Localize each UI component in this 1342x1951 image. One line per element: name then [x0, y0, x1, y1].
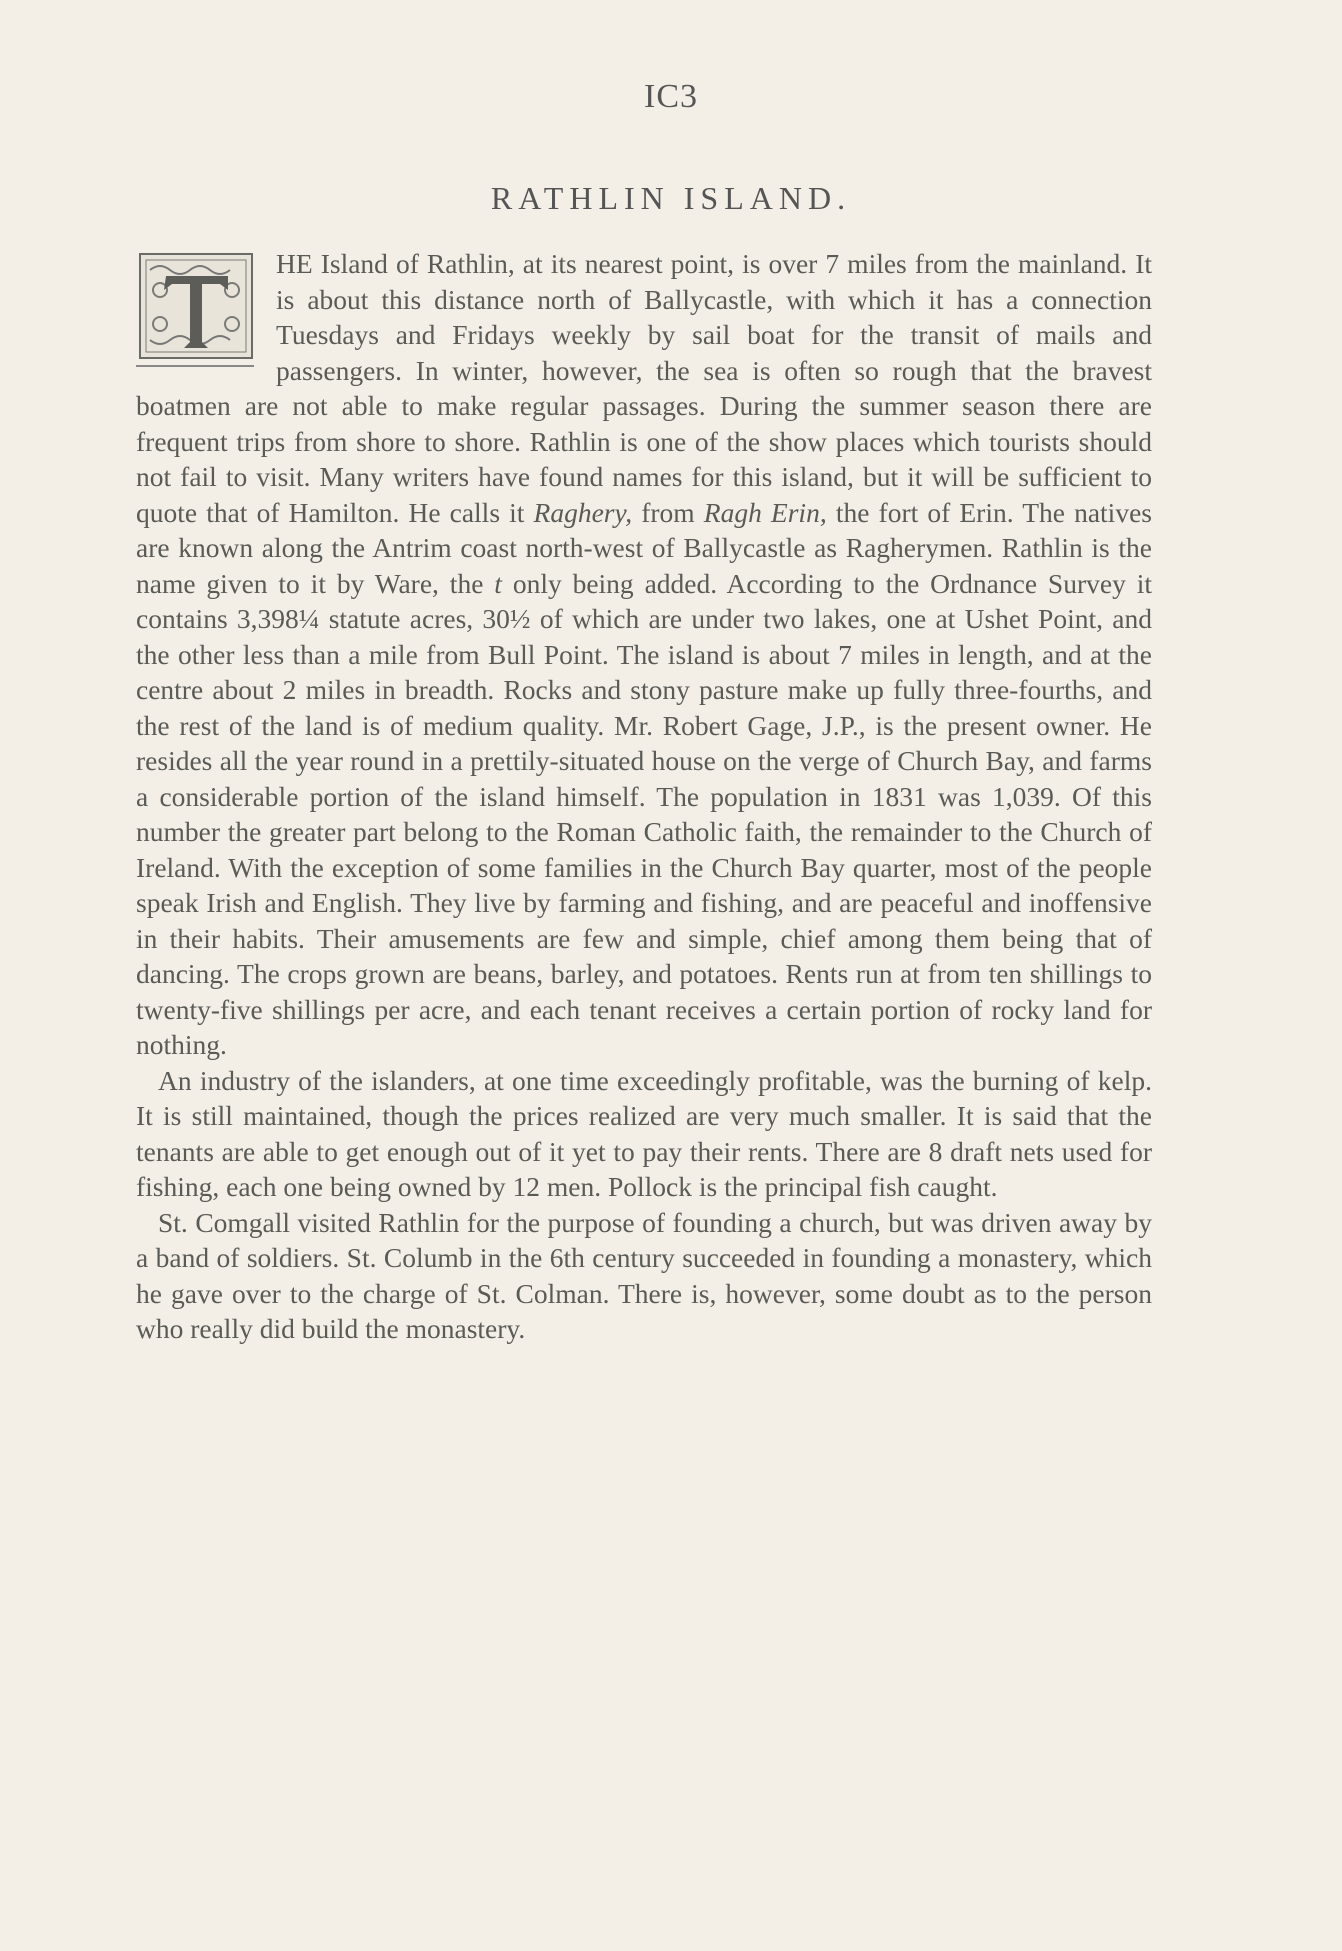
ornamental-initial-icon	[136, 250, 258, 370]
paragraph-2: An industry of the islanders, at one time exceedingly profitable, was the burning of kelp. It is still maintained, though the prices realized are very much smaller. It is said that the tenants are able to get enough out of it yet to pay their rents. There are 8 draft nets used for fishing, each one being owned by 12 men. Pollock is the principal fish caught.	[136, 1064, 1152, 1202]
page-title: RATHLIN ISLAND.	[490, 180, 852, 216]
article-body	[136, 246, 1152, 1347]
paragraph-3: St. Comgall visited Rathlin for the purpose of founding a church, but was driven away by a band of soldiers. St. Columb in the 6th century succeeded in founding a monastery, which he gave over to the charge of St. Colman. There is, however, some doubt as to the person who really did build the monastery.	[136, 1206, 1152, 1344]
paragraph-1: HE Island of Rathlin, at its nearest point, is over 7 miles from the mainland. It is about this distance north of Ballycastle, with which it has a connection Tuesdays and Fridays weekly by sail boat for the transit of mails and passengers. In winter, however, the sea is often so rough that the bravest boatmen are not able to make regular passages. During the summer season there are frequent trips from shore to shore. Rathlin is one of the show places which tourists should not fail to visit. Many writers have found names for this island, but it will be sufficient to quote that of Hamilton. He calls it Raghery, from Ragh Erin, the fort of Erin. The natives are known along the Antrim coast north-west of Ballycastle as Ragherymen. Rathlin is the name given to it by Ware, the t only being added. According to the Ordnance Survey it contains 3,398¼ statute acres, 30½ of which are under two lakes, one at Ushet Point, and the other less than a mile from Bull Point. The island is about 7 miles in length, and at the centre about 2 miles in breadth. Rocks and stony pasture make up fully three-fourths, and the rest of the land is of medium quality. Mr. Robert Gage, J.P., is the present owner. He resides all the year round in a prettily-situated house on the verge of Church Bay, and farms a considerable portion of the island himself. The population in 1831 was 1,039. Of this number the greater part belong to the Roman Catholic faith, the remainder to the Church of Ireland. With the exception of some families in the Church Bay quarter, most of the people speak Irish and English. They live by farming and fishing, and are peaceful and inoffensive in their habits. Their amusements are few and simple, chief among them being that of dancing. The crops grown are beans, barley, and potatoes. Rents run at from ten shillings to twenty-five shillings per acre, and each tenant receives a certain portion of rocky land for nothing.	[136, 248, 1153, 1060]
page-number: IC3	[644, 78, 698, 115]
